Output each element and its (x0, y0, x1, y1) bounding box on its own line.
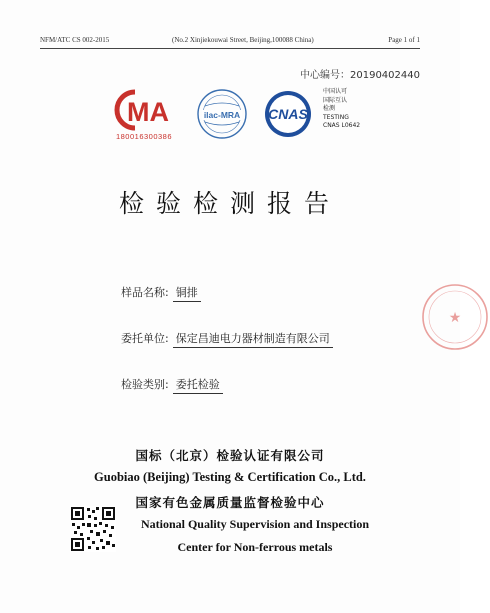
header-page-number: Page 1 of 1 (388, 36, 420, 44)
center-name-en-line2: Center for Non-ferrous metals (177, 540, 333, 554)
cma-logo (105, 88, 183, 132)
center-name-en-line1: National Quality Supervision and Inspection (140, 517, 370, 531)
sample-name-field (121, 284, 201, 302)
org-name-cn: 国标（北京）检验认证有限公司 (135, 448, 325, 463)
sample-name-value: 铜排 (173, 284, 201, 302)
client-field (121, 330, 333, 348)
qr-code-icon (70, 506, 116, 552)
sample-name-label: 样品名称: (121, 286, 169, 299)
cma-number: 180016300386 (115, 132, 173, 141)
client-label: 委托单位: (121, 332, 169, 345)
inspection-type-value: 委托检验 (173, 376, 223, 394)
ilac-logo-text: ilac-MRA (203, 110, 241, 120)
client-value: 保定昌迪电力器材制造有限公司 (173, 330, 333, 348)
center-name-cn: 国家有色金属质量监督检验中心 (135, 495, 325, 510)
header-doc-code: NFM/ATC CS 002-2015 (40, 36, 110, 44)
cnas-logo-text: CNAS (268, 106, 308, 122)
center-number: 中心编号：20190402440 (300, 70, 420, 81)
ilac-mra-logo (193, 88, 251, 140)
header-address: (No.2 Xinjiekouwai Street, Beijing,100088 China) (172, 36, 314, 44)
cnas-logo (257, 89, 319, 139)
inspection-type-label: 检验类别: (121, 378, 169, 391)
header-rule (40, 48, 420, 49)
red-seal-stamp (420, 282, 490, 352)
cnas-caption: 中国认可 国际互认 检测 TESTING CNAS L0642 (323, 88, 361, 129)
org-name-en: Guobiao (Beijing) Testing & Certification Co., Ltd. (94, 470, 366, 484)
inspection-type-field (121, 376, 223, 394)
cma-logo-text: MA (127, 97, 169, 127)
svg-text:★: ★ (448, 310, 462, 326)
accreditation-logos (105, 88, 375, 140)
report-title: 检验检测报告 (118, 189, 341, 218)
